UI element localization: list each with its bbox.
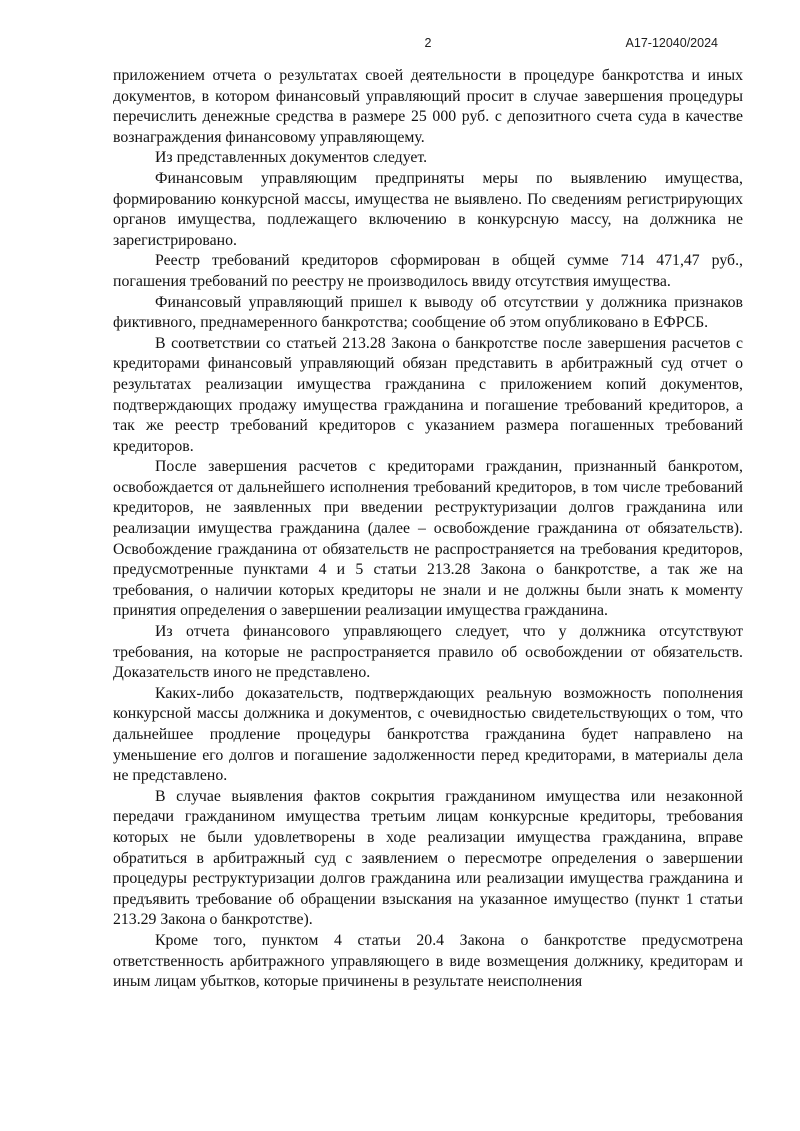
paragraph: Из представленных документов следует.: [155, 149, 428, 167]
paragraph: Кроме того, пунктом 4 статьи 20.4 Закона о банкротстве предусмотрена ответственность арбитражного управляющего в виде возмещения должнику, кредиторам и иным лицам убытков, которые причинены в результате неисполнения: [113, 931, 743, 991]
case-number: А17-12040/2024: [625, 36, 718, 50]
paragraph: В случае выявления фактов сокрытия гражданином имущества или незаконной передачи гражданином имущества третьим лицам конкурсные кредиторы, требования которых не были удовлетворены в ходе реализации имущества гражданина, вправе обратиться в арбитражный суд с заявлением о пересмотре определения о завершении процедуры реструктуризации долгов гражданина или реализации имущества гражданина и предъявить требование об обращении взыскания на указанное имущество (пункт 1 статьи 213.29 Закона о банкротстве).: [113, 787, 743, 929]
paragraph: Финансовый управляющий пришел к выводу об отсутствии у должника признаков фиктивного, преднамеренного банкротства; сообщение об этом опубликовано в ЕФРСБ.: [113, 293, 743, 332]
paragraph: В соответствии со статьей 213.28 Закона о банкротстве после завершения расчетов с кредиторами финансовый управляющий обязан представить в арбитражный суд отчет о результатах реализации имущества гражданина с приложением копий документов, подтверждающих продажу имущества гражданина и погашение требований кредиторов, а так же реестр требований кредиторов с указанием размера погашенных требований кредиторов.: [113, 334, 743, 455]
paragraph: Из отчета финансового управляющего следует, что у должника отсутствуют требования, на которые не распространяется правило об освобождении от обязательств. Доказательств иного не представлено.: [113, 623, 743, 682]
paragraph: Каких-либо доказательств, подтверждающих реальную возможность пополнения конкурсной массы должника и документов, с очевидностью свидетельствующих о том, что дальнейшее продление процедуры банкротства гражданина будет направлено на уменьшение его долгов и погашение задолженности перед кредиторами, в материалы дела не представлено.: [113, 684, 743, 785]
page-number: 2: [424, 36, 432, 50]
paragraph: приложением отчета о результатах своей деятельности в процедуре банкротства и иных документов, в котором финансовый управляющий просит в случае завершения процедуры перечислить денежные средства в размере 25 000 руб. с депозитного счета суда в качестве вознаграждения финансовому управляющему.: [113, 67, 743, 146]
document-body: [113, 66, 743, 993]
paragraph: После завершения расчетов с кредиторами гражданин, признанный банкротом, освобождается от дальнейшего исполнения требований кредиторов, в том числе требований кредиторов, не заявленных при введении реструктуризации долгов гражданина или реализации имущества гражданина (далее – освобождение гражданина от обязательств). Освобождение гражданина от обязательств не распространяется на требования кредиторов, предусмотренные пунктами 4 и 5 статьи 213.28 Закона о банкротстве, а так же на требования, о наличии которых кредиторы не знали и не должны были знать к моменту принятия определения о завершении реализации имущества гражданина.: [113, 458, 743, 620]
paragraph: Реестр требований кредиторов сформирован в общей сумме 714 471,47 руб., погашения требований по реестру не производилось ввиду отсутствия имущества.: [113, 252, 743, 290]
paragraph: Финансовым управляющим предприняты меры по выявлению имущества, формированию конкурсной массы, имущества не выявлено. По сведениям регистрирующих органов имущества, подлежащего включению в конкурсную массу, на должника не зарегистрировано.: [113, 169, 743, 249]
page-header: [113, 36, 743, 52]
